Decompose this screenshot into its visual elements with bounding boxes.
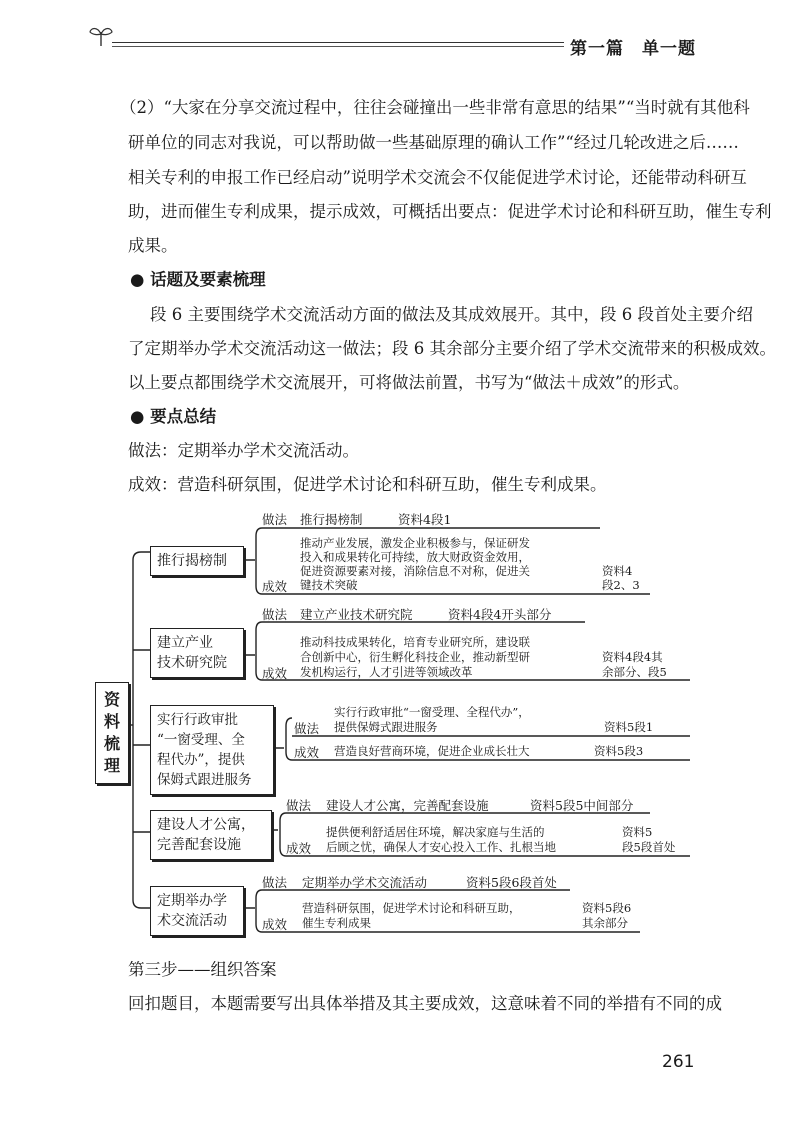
chapter-title: 第一篇 单一题 xyxy=(570,39,696,59)
practice-source: 资料4段1 xyxy=(398,512,452,527)
effect-label: 成效 xyxy=(286,841,312,856)
sprout-icon xyxy=(88,22,114,48)
branch-box-line: “一窗受理、全 xyxy=(157,732,245,748)
effect-source: 段2、3 xyxy=(602,578,640,592)
root-char: 料 xyxy=(103,712,120,731)
practice-label: 做法 xyxy=(262,512,288,527)
root-box-materials-review xyxy=(95,682,129,784)
effect-source: 资料4段4其 xyxy=(602,650,663,664)
effect-label: 成效 xyxy=(262,579,288,594)
effect-source: 资料5段3 xyxy=(594,744,644,758)
effect-line: 键技术突破 xyxy=(300,578,358,592)
effect-line: 促进资源要素对接，消除信息不对称，促进关 xyxy=(300,564,530,578)
effect-line: 营造科研氛围，促进学术讨论和科研互助， xyxy=(302,901,521,915)
practice-text: 提供保姆式跟进服务 xyxy=(334,720,438,734)
branch-box-line: 程代办”，提供 xyxy=(157,752,245,768)
branch-box-3 xyxy=(150,705,274,795)
practice-label: 做法 xyxy=(286,798,312,813)
header-rule-double xyxy=(112,46,564,47)
effect-source: 资料5段6 xyxy=(582,901,632,915)
practice-label: 做法 xyxy=(262,607,288,622)
effect-line: 推动产业发展，激发企业积极参与，保证研发 xyxy=(300,536,530,550)
branch-box-line: 术交流活动 xyxy=(157,913,227,929)
effect-line: 投入和成果转化可持续，放大财政资金效用， xyxy=(300,550,530,564)
branch-box-line: 定期举办学 xyxy=(157,893,227,909)
body-line: 段 6 主要围绕学术交流活动方面的做法及其成效展开。其中，段 6 段首处主要介绍 xyxy=(150,305,753,324)
practice-source: 资料5段1 xyxy=(604,720,654,734)
effect-line: 营造良好营商环境，促进企业成长壮大 xyxy=(334,744,530,758)
effect-label: 成效 xyxy=(262,666,288,681)
practice-text: 建设人才公寓，完善配套设施 xyxy=(326,798,489,813)
practice-text: 推行揭榜制 xyxy=(300,512,363,527)
practice-text: 建立产业技术研究院 xyxy=(300,607,413,622)
branch-box-line: 建立产业 xyxy=(157,635,213,651)
section-heading: ● 话题及要素梳理 xyxy=(130,270,266,289)
root-char: 梳 xyxy=(103,734,120,753)
practice-label: 做法 xyxy=(262,875,288,890)
body-line: 助，进而催生专利成果，提示成效，可概括出要点：促进学术讨论和科研互助，催生专利 xyxy=(128,202,772,221)
effect-line: 提供便利舒适居住环境，解决家庭与生活的 xyxy=(326,825,545,839)
practice-source: 资料4段4开头部分 xyxy=(448,607,552,622)
body-line: 回扣题目，本题需要写出具体举措及其主要成效，这意味着不同的举措有不同的成 xyxy=(128,994,722,1013)
summary-practice: 做法：定期举办学术交流活动。 xyxy=(128,441,359,460)
practice-source: 资料5段6段首处 xyxy=(466,875,557,890)
header-rule xyxy=(112,42,564,43)
body-line: 以上要点都围绕学术交流展开，可将做法前置，书写为“做法＋成效”的形式。 xyxy=(128,373,690,392)
branch-box-line: 建设人才公寓， xyxy=(157,817,255,833)
branch-box-2 xyxy=(150,628,244,678)
body-line: 了定期举办学术交流活动这一做法；段 6 其余部分主要介绍了学术交流带来的积极成效。 xyxy=(128,339,776,358)
branch-box-line: 完善配套设施 xyxy=(157,837,241,853)
branch-box-4 xyxy=(150,810,272,860)
effect-source: 其余部分 xyxy=(582,916,628,930)
effect-line: 推动科技成果转化，培育专业研究所，建设联 xyxy=(300,635,530,649)
page-number: 261 xyxy=(662,1052,695,1072)
effect-source: 资料4 xyxy=(602,564,633,578)
body-line: 研单位的同志对我说，可以帮助做一些基础原理的确认工作”“经过几轮改进之后…… xyxy=(128,133,739,152)
body-line: （2）“大家在分享交流过程中，往往会碰撞出一些非常有意思的结果”“当时就有其他科 xyxy=(120,98,750,117)
effect-source: 余部分、段5 xyxy=(602,665,667,679)
effect-line: 催生专利成果 xyxy=(302,916,371,930)
step-heading: 第三步——组织答案 xyxy=(128,960,277,979)
root-char: 理 xyxy=(103,756,120,775)
effect-label: 成效 xyxy=(294,745,320,760)
branch-box-line: 保姆式跟进服务 xyxy=(157,772,252,788)
summary-effect: 成效：营造科研氛围，促进学术讨论和科研互助，催生专利成果。 xyxy=(128,475,607,494)
body-line: 成果。 xyxy=(128,236,178,255)
branch-box-line: 实行行政审批 xyxy=(157,712,238,728)
effect-line: 合创新中心，衍生孵化科技企业，推动新型研 xyxy=(300,650,530,664)
effect-label: 成效 xyxy=(262,917,288,932)
effect-line: 发机构运行，人才引进等领域改革 xyxy=(300,665,473,679)
branch-box-line: 技术研究院 xyxy=(157,655,227,671)
root-char: 资 xyxy=(103,690,120,709)
practice-source: 资料5段5中间部分 xyxy=(530,798,634,813)
practice-text: 实行行政审批“一窗受理、全程代办”， xyxy=(334,705,530,719)
branch-box-line: 推行揭榜制 xyxy=(157,553,227,569)
branch-box-5 xyxy=(150,886,244,936)
section-heading: ● 要点总结 xyxy=(130,407,217,426)
effect-source: 段5段首处 xyxy=(622,840,676,854)
effect-line: 后顾之忧，确保人才安心投入工作、扎根当地 xyxy=(326,840,556,854)
branch-box-1 xyxy=(150,546,244,576)
practice-label: 做法 xyxy=(294,721,320,736)
body-line: 相关专利的申报工作已经启动”说明学术交流会不仅能促进学术讨论，还能带动科研互 xyxy=(128,168,747,187)
effect-source: 资料5 xyxy=(622,825,653,839)
practice-text: 定期举办学术交流活动 xyxy=(302,875,428,890)
